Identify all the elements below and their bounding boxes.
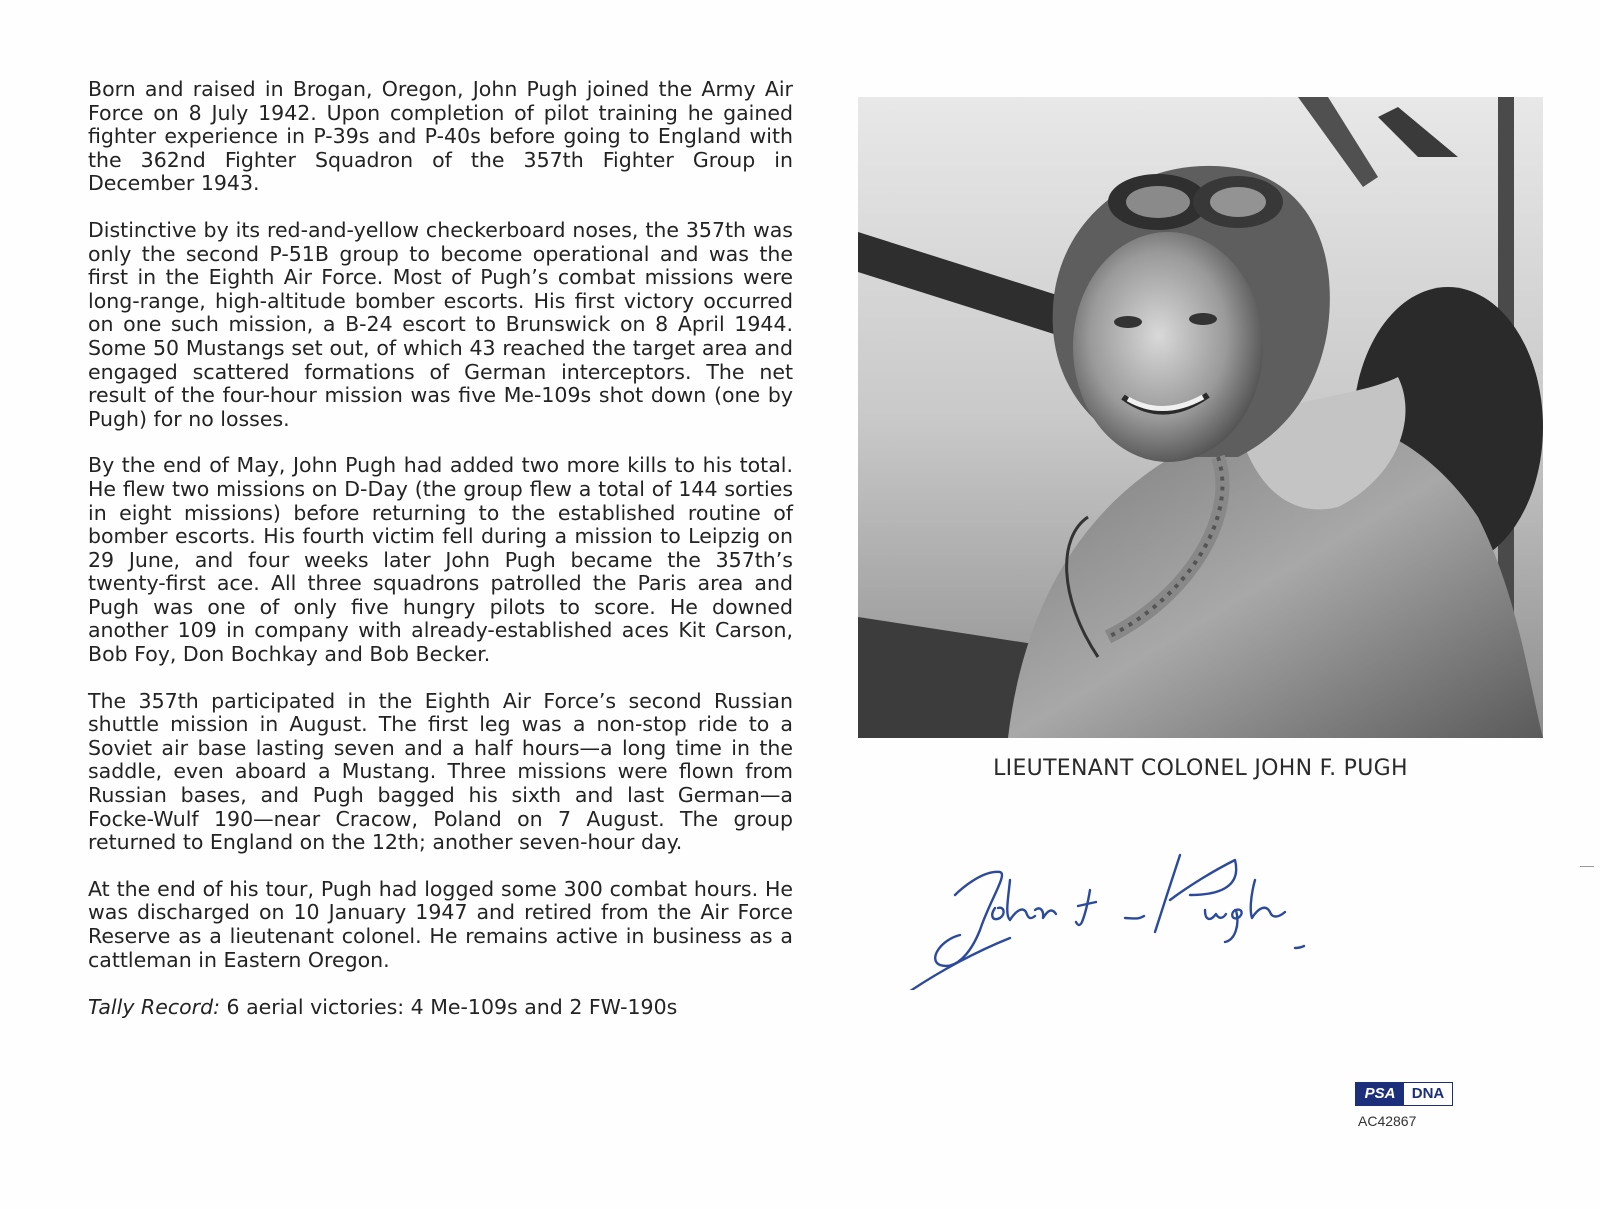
tally-label: Tally Record: xyxy=(88,995,220,1020)
psa-logo-text: PSA xyxy=(1356,1083,1404,1105)
tally-record xyxy=(88,995,793,1019)
bio-paragraph-5: At the end of his tour, Pugh had logged some 300 combat hours. He was discharged on 10 January 1947 and retired from the Air Force Reserve as a lieutenant colonel. He remains active in business as a cattleman in Eastern Oregon. xyxy=(88,876,793,972)
scan-edge-mark xyxy=(1580,866,1594,867)
bio-paragraph-1: Born and raised in Brogan, Oregon, John Pugh joined the Army Air Force on 8 July 1942. Upon completion of pilot training he gained fighter experience in P-39s and P-40s before going to England with the 362nd Fighter Squadron of the 357th Fighter Group in December 1943. xyxy=(88,77,793,196)
biography-text xyxy=(88,78,793,1019)
certificate-number: AC42867 xyxy=(1358,1113,1417,1129)
psa-dna-logo xyxy=(1355,1082,1453,1106)
bio-paragraph-3: By the end of May, John Pugh had added two more kills to his total. He flew two missions on D-Day (the group flew a total of 144 sorties in eight missions) before returning to the established routine of bomber escorts. His fourth victim fell during a mission to Leipzig on 29 June, and four weeks later John Pugh became the 357th’s twenty-first ace. All three squadrons patrolled the Paris area and Pugh was one of only five hungry pilots to score. He downed another 109 in company with already-established aces Kit Carson, Bob Foy, Don Bochkay and Bob Becker. xyxy=(88,453,793,667)
autograph-signature xyxy=(900,840,1320,990)
pilot-portrait-photo xyxy=(858,97,1543,738)
bio-paragraph-4: The 357th participated in the Eighth Air Force’s second Russian shuttle mission in August. The first leg was a non-stop ride to a Soviet air base lasting seven and a half hours—a long time in the saddle, even aboard a Mustang. Three missions were flown from Russian bases, and Pugh bagged his sixth and last German—a Focke-Wulf 190—near Cracow, Poland on 7 August. The group returned to England on the 12th; another seven-hour day. xyxy=(88,688,793,855)
psa-dna-authentication xyxy=(1355,1082,1455,1134)
dna-logo-text: DNA xyxy=(1404,1083,1452,1105)
bio-paragraph-2: Distinctive by its red-and-yellow checkerboard noses, the 357th was only the second P-51B group to become operational and was the first in the Eighth Air Force. Most of Pugh’s combat missions were long-range, high-altitude bomber escorts. His first victory occurred on one such mission, a B-24 escort to Brunswick on 8 April 1944. Some 50 Mustangs set out, of which 43 reached the target area and engaged scattered formations of German interceptors. The net result of the four-hour mission was five Me-109s shot down (one by Pugh) for no losses. xyxy=(88,217,793,431)
photo-caption: LIEUTENANT COLONEL JOHN F. PUGH xyxy=(993,756,1408,781)
tally-value: 6 aerial victories: 4 Me-109s and 2 FW-190s xyxy=(220,995,678,1020)
portrait-photo-image xyxy=(858,97,1543,738)
signature-image xyxy=(900,840,1320,990)
